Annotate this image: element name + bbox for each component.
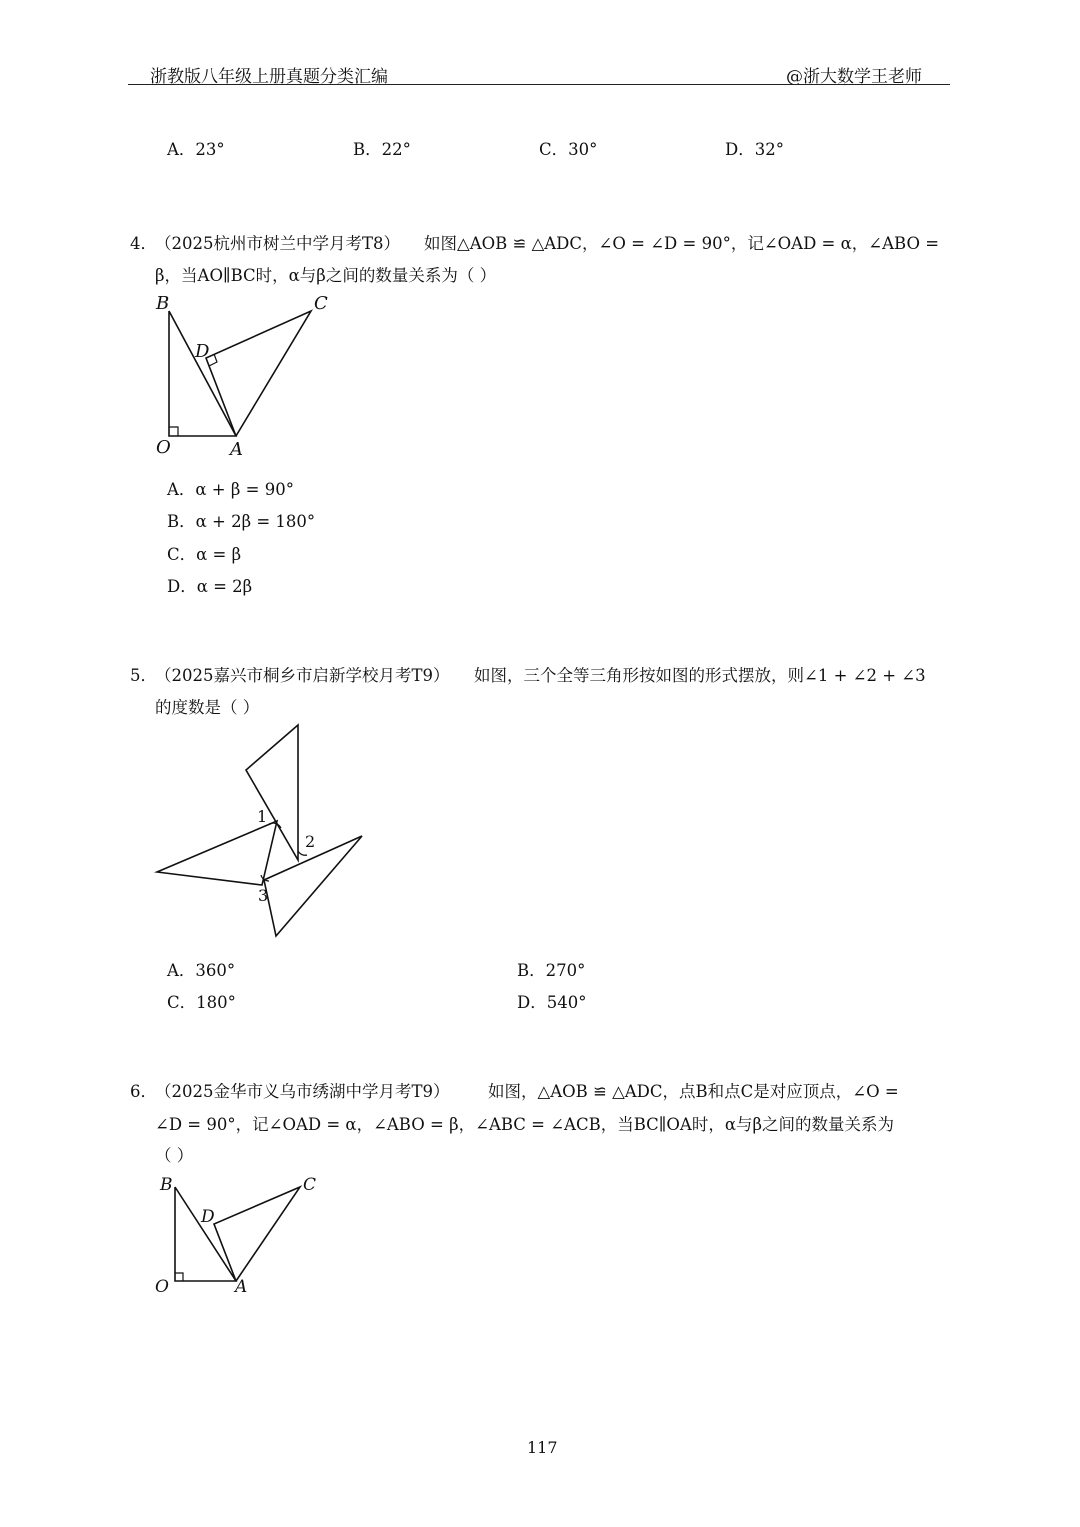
q5-line-1: 如图，三个全等三角形按如图的形式摆放，则∠1 + ∠2 + ∠3 [474, 666, 926, 685]
q5-angle-arc-2 [298, 851, 307, 855]
q3-option-d: D．32° [725, 140, 784, 159]
header-title: 浙教版八年级上册真题分类汇编 [150, 67, 388, 87]
q5-triangle-right [264, 836, 362, 936]
q4-source: （2025杭州市树兰中学月考T8） [155, 234, 400, 253]
q6-label-o: O [155, 1277, 169, 1297]
q5-figure [150, 715, 380, 945]
q5-label-2: 2 [305, 832, 316, 851]
q5-source: （2025嘉兴市桐乡市启新学校月考T9） [155, 666, 450, 685]
q5-triangle-left [157, 821, 277, 885]
q4-label-b: B [156, 293, 170, 314]
q6-label-b: B [160, 1175, 173, 1195]
q5-option-c: C．180° [167, 993, 236, 1012]
q6-label-d: D [201, 1207, 215, 1227]
q5-label-1: 1 [257, 807, 268, 826]
q6-line-3: （ ） [155, 1146, 194, 1165]
q6-number: 6． [130, 1082, 157, 1101]
q4-label-c: C [314, 293, 328, 314]
q4-option-c: C．α = β [167, 545, 242, 564]
q6-line-1: 如图，△AOB ≌ △ADC，点B和点C是对应顶点，∠O = [488, 1082, 899, 1101]
q6-right-angle-o [175, 1273, 183, 1281]
q4-option-a: A．α + β = 90° [167, 480, 294, 499]
q4-right-angle-o [169, 427, 178, 436]
q6-label-c: C [303, 1175, 317, 1195]
q4-line-2: β，当AO∥BC时，α与β之间的数量关系为（ ） [155, 266, 497, 285]
q6-label-a: A [235, 1277, 248, 1297]
q3-option-b: B．22° [353, 140, 411, 159]
q3-option-c: C．30° [539, 140, 598, 159]
q6-line-2: ∠D = 90°，记∠OAD = α，∠ABO = β，∠ABC = ∠ACB，当BC∥OA时，α与β之间的数量关系为 [155, 1115, 895, 1134]
q5-option-d: D．540° [517, 993, 587, 1012]
q4-label-a: A [230, 439, 243, 460]
q5-option-a: A．360° [167, 961, 236, 980]
header-rule [128, 84, 950, 85]
q4-label-d: D [195, 341, 210, 362]
q4-line-1: 如图△AOB ≌ △ADC，∠O = ∠D = 90°，记∠OAD = α，∠ABO = [424, 234, 940, 253]
q4-option-d: D．α = 2β [167, 577, 253, 596]
q4-figure [150, 290, 350, 460]
q4-option-b: B．α + 2β = 180° [167, 512, 316, 531]
q4-label-o: O [156, 437, 171, 458]
q6-triangle-aob [175, 1187, 236, 1281]
q3-option-a: A．23° [167, 140, 225, 159]
q4-number: 4． [130, 234, 157, 253]
q5-line-2: 的度数是（ ） [155, 698, 260, 717]
q6-figure [150, 1170, 330, 1300]
header-author: @浙大数学王老师 [786, 67, 922, 87]
q6-source: （2025金华市义乌市绣湖中学月考T9） [155, 1082, 450, 1101]
q5-label-3: 3 [258, 886, 269, 905]
q5-option-b: B．270° [517, 961, 586, 980]
q5-number: 5． [130, 666, 157, 685]
q4-triangle-adc [206, 311, 311, 436]
q4-triangle-aob [169, 311, 236, 436]
page-number: 117 [527, 1438, 558, 1457]
